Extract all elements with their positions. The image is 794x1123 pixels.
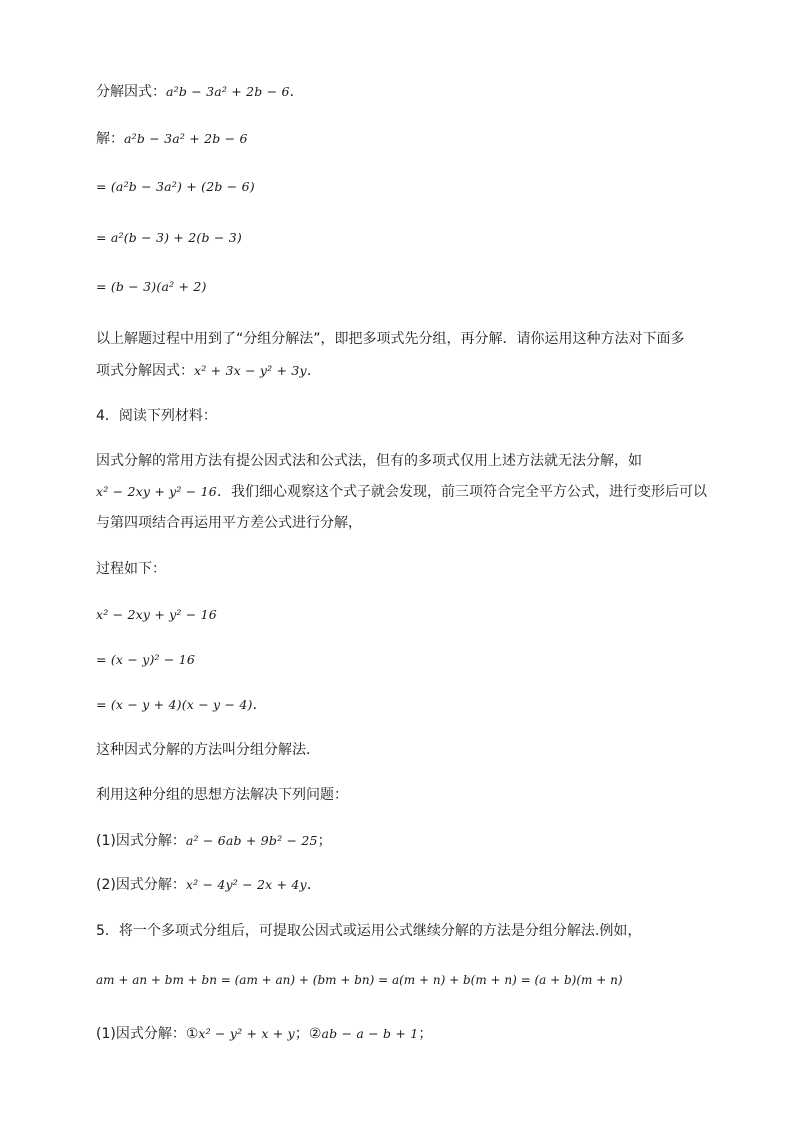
q4-intro-line3: 与第四项结合再运用平方差公式进行分解， — [96, 515, 362, 531]
q4-sub1-label: (1)因式分解： — [96, 833, 186, 849]
q4-title: 4．阅读下列材料： — [96, 408, 217, 424]
prev-solution-start — [96, 129, 248, 149]
prev-solution-label: 解： — [96, 131, 124, 147]
q5-sub1-expression-2: ab − a − b + 1 — [321, 1026, 419, 1041]
prev-solution-step1: = (a²b − 3a²) + (2b − 6) — [96, 179, 255, 194]
q5-title: 5．将一个多项式分组后，可提取公因式或运用公式继续分解的方法是分组分解法.例如， — [96, 923, 642, 939]
q5-subquestion-1 — [96, 1024, 432, 1044]
prev-solution-step3: = (b − 3)(a² + 2) — [96, 279, 207, 294]
q4-process-step2-expression: = (x − y + 4)(x − y − 4) — [96, 697, 253, 712]
q5-example-expression: am + an + bm + bn = (am + an) + (bm + bn) = a(m + n) + b(m + n) = (a + b)(m + n) — [96, 973, 623, 987]
q4-sub2-end: ． — [306, 877, 321, 893]
q4-process-step2 — [96, 695, 267, 715]
q5-sub1-circled-2: ② — [308, 1026, 322, 1042]
q5-sub1-expression-1: x² − y² + x + y — [198, 1026, 295, 1041]
prev-paragraph-line2 — [96, 361, 321, 381]
q4-task-intro: 利用这种分组的思想方法解决下列问题： — [96, 787, 348, 803]
prev-paragraph-line2-text: 项式分解因式： — [96, 363, 194, 379]
prev-prompt — [96, 82, 304, 102]
q4-intro-line2-expression: x² − 2xy + y² − 16 — [96, 484, 217, 499]
q4-intro-line2-text: ．我们细心观察这个式子就会发现，前三项符合完全平方公式，进行变形后可以 — [216, 484, 707, 500]
prev-paragraph-line2-expression: x² + 3x − y² + 3y — [194, 363, 307, 378]
q4-subquestion-1 — [96, 831, 332, 851]
q4-process-step0: x² − 2xy + y² − 16 — [96, 607, 217, 622]
q4-sub2-expression: x² − 4y² − 2x + 4y — [185, 877, 307, 892]
q5-sub1-end: ； — [418, 1026, 433, 1042]
prev-paragraph-line1: 以上解题过程中用到了“分组分解法”，即把多项式先分组，再分解．请你运用这种方法对下面多 — [96, 331, 685, 347]
prev-solution-step2: = a²(b − 3) + 2(b − 3) — [96, 230, 242, 245]
q4-subquestion-2 — [96, 875, 321, 895]
q5-sub1-circled-1: ① — [185, 1026, 199, 1042]
prev-solution-expression: a²b − 3a² + 2b − 6 — [124, 131, 248, 146]
q4-process-step2-end: ． — [252, 697, 267, 713]
q4-sub1-expression: a² − 6ab + 9b² − 25 — [185, 833, 318, 848]
q4-process-label: 过程如下： — [96, 561, 166, 577]
q4-process-step1: = (x − y)² − 16 — [96, 652, 196, 667]
q5-sub1-label: (1)因式分解： — [96, 1026, 186, 1042]
q4-sub2-label: (2)因式分解： — [96, 877, 186, 893]
q4-method-note: 这种因式分解的方法叫分组分解法． — [96, 742, 320, 758]
prev-paragraph-line2-end: ． — [306, 363, 321, 379]
prev-prompt-expression: a²b − 3a² + 2b − 6 — [166, 84, 290, 99]
prev-prompt-end: ． — [289, 84, 304, 100]
q4-intro-line2 — [96, 482, 707, 502]
q5-sub1-separator: ； — [294, 1026, 309, 1042]
prev-prompt-label: 分解因式： — [96, 84, 166, 100]
q4-intro-line1: 因式分解的常用方法有提公因式法和公式法，但有的多项式仅用上述方法就无法分解，如 — [96, 453, 642, 469]
q4-sub1-end: ； — [317, 833, 332, 849]
